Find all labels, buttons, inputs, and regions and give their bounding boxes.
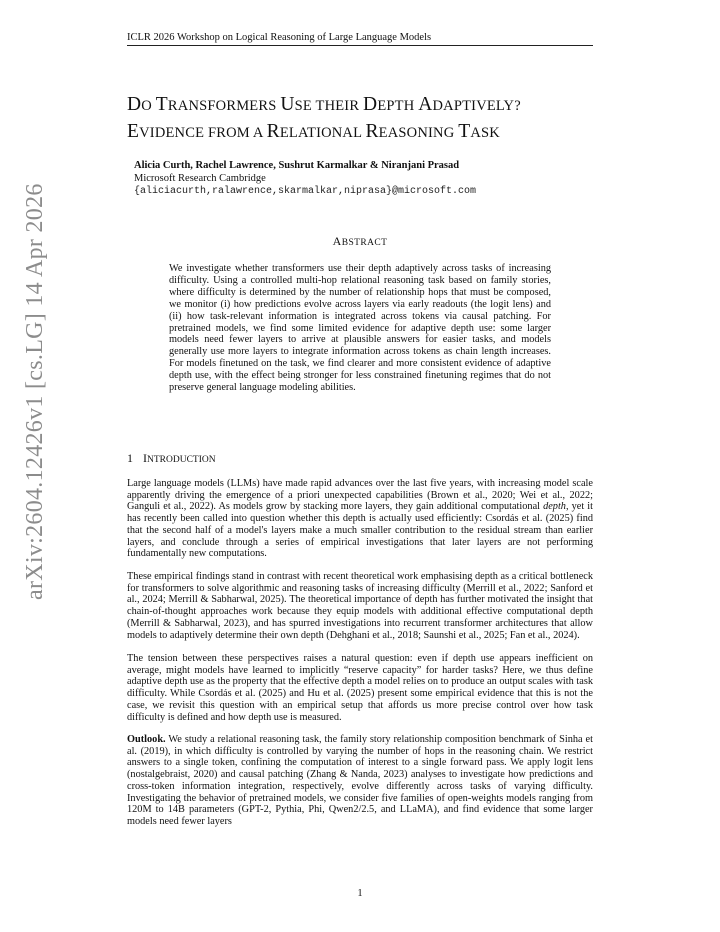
- page-number: 1: [357, 888, 363, 899]
- author-list: Alicia Curth, Rachel Lawrence, Sushrut Karmalkar & Niranjani Prasad: [134, 160, 460, 171]
- abstract-heading: ABSTRACT: [332, 234, 388, 248]
- arxiv-identifier-stamp: arXiv:2604.12426v1 [cs.LG] 14 Apr 2026: [22, 183, 48, 600]
- intro-paragraph-1: Large language models (LLMs) have made rapid advances over the last five years, with increasing model scale apparently driving the emergence of a priori unexpected capabilities (Brown et al., 2020; Wei et al., 2022; Ganguli et al., 2022). As models grow by stacking more layers, they gain additional computational depth, yet it has recently been called into question whether this depth is actually used efficiently: Csordás et al. (2025) find that the second half of a model's layers make a much smaller contribution to the residual stream than earlier layers, and conclude through a series of empirical investigations that later layers are not performing fundamentally new computations.: [127, 478, 593, 560]
- intro-paragraph-2: These empirical findings stand in contrast with recent theoretical work emphasising depth as a critical bottleneck for transformers to solve algorithmic and reasoning tasks of increasing difficulty (Merrill et al., 2022; Sanford et al., 2024; Merrill & Sabharwal, 2025). The theoretical importance of depth has further motivated the insight that chain-of-thought approaches work because they equip models with additional effective computational depth (Merrill & Sabharwal, 2023), and has spurred investigations into recurrent transformer architectures that allow models to adaptively determine their own depth (Dehghani et al., 2018; Saunshi et al., 2025; Fan et al., 2024).: [127, 571, 593, 641]
- running-header: ICLR 2026 Workshop on Logical Reasoning of Large Language Models: [127, 32, 593, 46]
- affiliation: Microsoft Research Cambridge: [134, 173, 266, 184]
- paper-title: [127, 92, 607, 146]
- title-line-2: EVIDENCE FROM A RELATIONAL REASONING TASK: [127, 121, 500, 142]
- section-heading-introduction: 1 INTRODUCTION: [127, 451, 216, 465]
- author-emails: {aliciacurth,ralawrence,skarmalkar,niprasa}@microsoft.com: [134, 186, 477, 197]
- abstract-text: We investigate whether transformers use their depth adaptively across tasks of increasing difficulty. Using a controlled multi-hop relational reasoning task based on family stories, where difficulty is determined by the number of relationship hops that must be composed, we monitor (i) how predictions evolve across layers via early readouts (the logit lens) and (ii) how task-relevant information is integrated across tokens via causal patching. For pretrained models, we find some limited evidence for adaptive depth use: some larger models need fewer layers to arrive at plausible answers for easier tasks, and models generally use more layers to integrate information across tokens as chain length increases. For models finetuned on the task, we find clearer and more consistent evidence of adaptive depth use, with the effect being stronger for less constrained finetuning regimes that do not preserve general language modeling abilities.: [169, 263, 551, 394]
- intro-paragraph-outlook: Outlook. We study a relational reasoning task, the family story relationship composition benchmark of Sinha et al. (2019), in which difficulty is controlled by varying the number of hops in the reasoning chain. We restrict answers to a single token, confining the computation of interest to a single forward pass. We apply logit lens (nostalgebraist, 2020) and causal patching (Zhang & Nanda, 2023) analyses to investigate how predictions and cross-token information integration, respectively, evolve differently across tasks of varying difficulty. Investigating the behavior of pretrained models, we consider five families of open-weights models ranging from 120M to 14B parameters (GPT-2, Pythia, Phi, Qwen2/2.5, and LLaMA), and find evidence that some larger models need fewer layers: [127, 734, 593, 827]
- intro-paragraph-3: The tension between these perspectives raises a natural question: even if depth use appears inefficient on average, might models have learned to implicitly “reserve capacity” for harder tasks? Here, we thus define adaptive depth use as the property that the effective depth a model relies on to produce an output scales with task difficulty. While Csordás et al. (2025) and Hu et al. (2025) present some empirical evidence that this is not the case, we revisit this question with an empirical setup that affords us more precise control over how task difficulty is defined and how depth use is measured.: [127, 653, 593, 723]
- title-line-1: DO TRANSFORMERS USE THEIR DEPTH ADAPTIVELY?: [127, 94, 521, 115]
